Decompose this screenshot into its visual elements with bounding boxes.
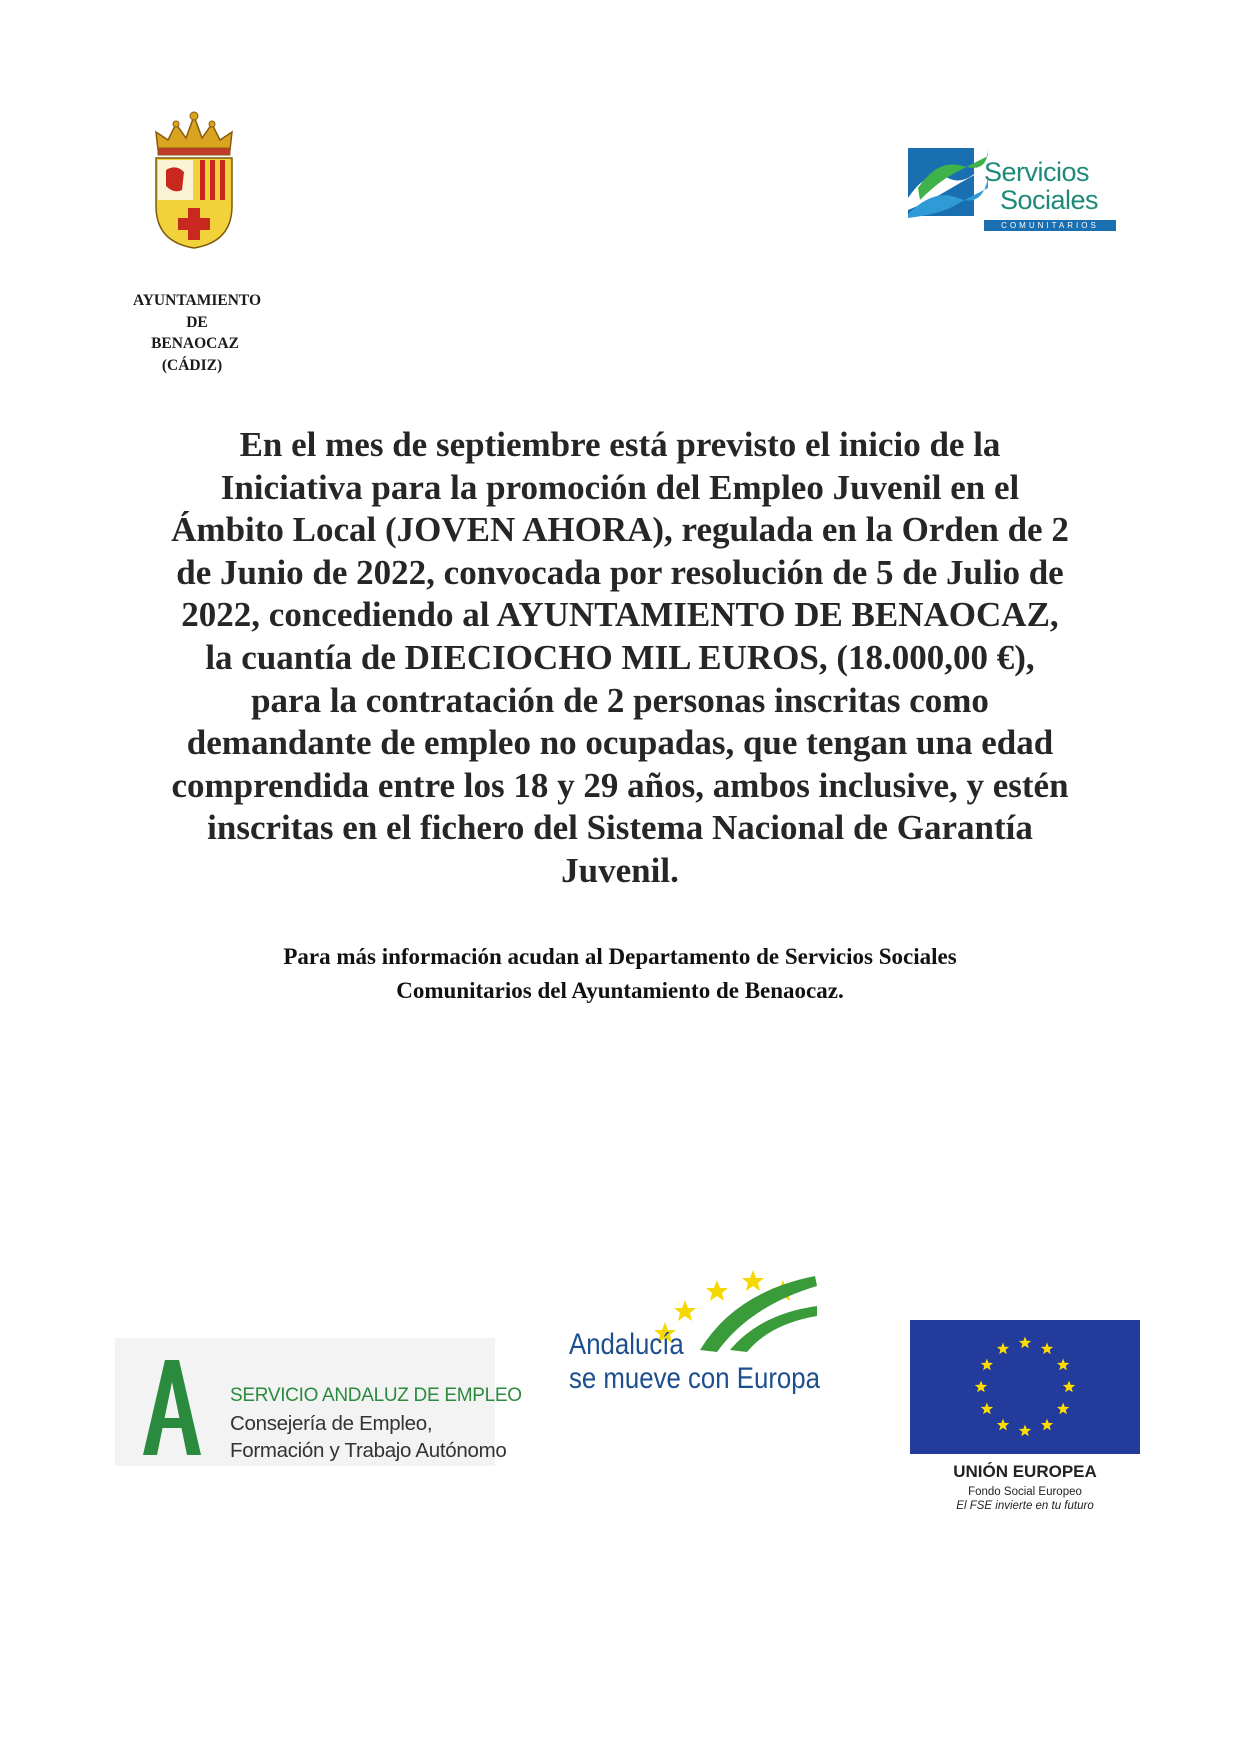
eu-flag — [910, 1320, 1140, 1454]
sociales-text: Sociales — [1000, 185, 1099, 215]
sae-line: Consejería de Empleo, — [230, 1412, 433, 1435]
paragraph-line: 2022, concediendo al AYUNTAMIENTO DE BENAOCAZ, — [181, 595, 1059, 635]
info-line: Comunitarios del Ayuntamiento de Benaocaz. — [396, 978, 844, 1003]
servicios-text: Servicios — [984, 157, 1090, 187]
union-europea-logo — [910, 1320, 1140, 1520]
eu-star — [975, 1381, 987, 1393]
eu-title: UNIÓN EUROPEA — [953, 1462, 1097, 1481]
servicios-sociales-logo — [908, 148, 1118, 234]
paragraph-line: Juvenil. — [561, 850, 679, 890]
info-line: Para más información acudan al Departamento de Servicios Sociales — [283, 944, 957, 969]
ayuntamiento-line: AYUNTAMIENTO — [132, 292, 262, 309]
announcement-paragraph — [120, 424, 1120, 893]
eu-star — [981, 1359, 993, 1371]
paragraph-line: de Junio de 2022, convocada por resolución de 5 de Julio de — [176, 552, 1064, 592]
paragraph-line: demandante de empleo no ocupadas, que tengan una edad — [186, 723, 1054, 763]
ayuntamiento-line: BENAOCAZ — [151, 335, 239, 352]
paragraph-line: Ámbito Local (JOVEN AHORA), regulada en la Orden de 2 — [171, 510, 1069, 550]
ayuntamiento-line: (CÁDIZ) — [161, 356, 223, 374]
eu-star — [1019, 1425, 1031, 1437]
eu-fund: Fondo Social Europeo — [968, 1486, 1082, 1498]
sae-title: SERVICIO ANDALUZ DE EMPLEO — [230, 1385, 522, 1406]
eu-star — [981, 1403, 993, 1415]
waves-icon — [908, 148, 988, 218]
paragraph-line: la cuantía de DIECIOCHO MIL EUROS, (18.000,00 €), — [205, 637, 1035, 677]
junta-andalucia-icon — [135, 1360, 205, 1455]
eu-star — [1057, 1359, 1069, 1371]
eu-star — [1019, 1337, 1031, 1349]
eu-star — [997, 1419, 1009, 1431]
paragraph-line: comprendida entre los 18 y 29 años, ambos inclusive, y estén — [171, 765, 1069, 805]
ayuntamiento-caption — [112, 290, 282, 376]
andalucia-europa-logo — [565, 1262, 820, 1422]
paragraph-line: Iniciativa para la promoción del Empleo Juvenil en el — [220, 467, 1020, 507]
eu-star — [1041, 1419, 1053, 1431]
info-paragraph — [120, 940, 1120, 1008]
paragraph-line: inscritas en el fichero del Sistema Nacional de Garantía — [207, 808, 1033, 848]
coat-of-arms-logo — [148, 110, 240, 250]
eu-star — [1063, 1381, 1075, 1393]
eu-stars-icon — [910, 1320, 1140, 1454]
eu-star — [997, 1342, 1009, 1354]
sae-line: Formación y Trabajo Autónomo — [230, 1439, 507, 1462]
ayuntamiento-line: DE — [186, 313, 208, 331]
eu-star — [1057, 1403, 1069, 1415]
comunitarios-text: COMUNITARIOS — [984, 220, 1116, 231]
mueve-europa-text: se mueve con Europa — [569, 1362, 820, 1395]
paragraph-line: para la contratación de 2 personas inscritas como — [251, 680, 989, 720]
paragraph-line: En el mes de septiembre está previsto el inicio de la — [239, 425, 1001, 464]
andalucia-text: Andalucía — [569, 1328, 684, 1361]
eu-star — [1041, 1342, 1053, 1354]
servicio-andaluz-empleo-logo — [115, 1338, 522, 1466]
eu-slogan: El FSE invierte en tu futuro — [956, 1500, 1094, 1512]
